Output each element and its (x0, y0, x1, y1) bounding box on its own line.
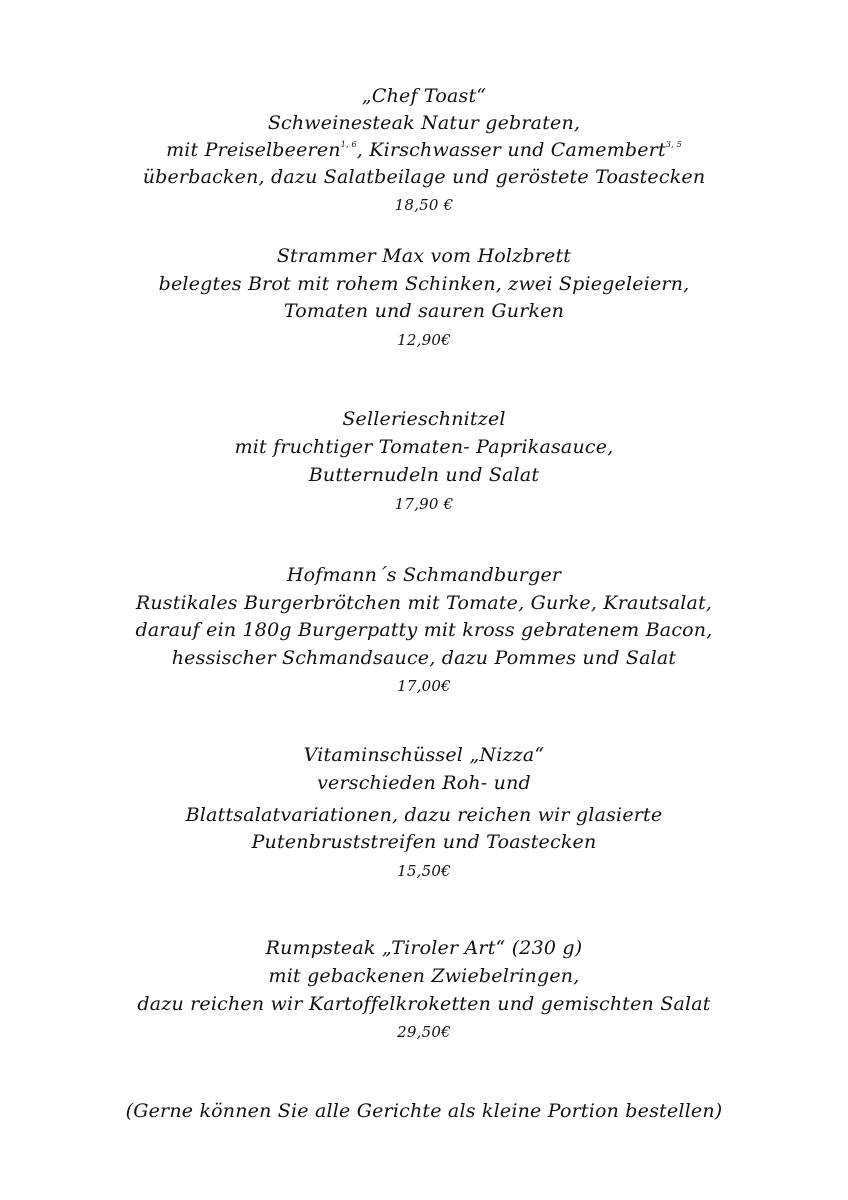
menu-item-title: Vitaminschüssel „Nizza“ (303, 744, 545, 766)
menu-item-title: Hofmann´s Schmandburger (286, 564, 562, 586)
menu-item-description: mit fruchtiger Tomaten- Paprikasauce, (234, 436, 614, 458)
description-text: mit Preiselbeeren (166, 139, 341, 161)
menu-item-description: Rustikales Burgerbrötchen mit Tomate, Gurke, Krautsalat, (135, 592, 713, 614)
menu-item-price: 17,90 € (394, 495, 454, 513)
menu-item-price: 12,90€ (397, 331, 451, 349)
menu-item-description: Blattsalatvariationen, dazu reichen wir glasierte (185, 804, 663, 826)
menu-item-title: Strammer Max vom Holzbrett (276, 245, 572, 267)
menu-item-price: 18,50 € (394, 196, 454, 214)
description-text: , Kirschwasser und Camembert (356, 139, 666, 161)
menu-item-description: belegtes Brot mit rohem Schinken, zwei Spiegeleiern, (158, 273, 690, 295)
menu-item-description: Tomaten und sauren Gurken (283, 300, 565, 322)
menu-item-title: „Chef Toast“ (361, 85, 487, 107)
menu-item-description: mit gebackenen Zwiebelringen, (268, 965, 580, 987)
menu-item-title: Sellerieschnitzel (342, 408, 506, 430)
menu-item-description: darauf ein 180g Burgerpatty mit kross gebratenem Bacon, (135, 619, 713, 641)
menu-item-description: Schweinesteak Natur gebraten, (267, 112, 581, 134)
menu-item-description: überbacken, dazu Salatbeilage und geröstete Toastecken (142, 166, 706, 188)
allergen-footnote: 1, 6 (340, 140, 357, 149)
menu-item-description: Putenbruststreifen und Toastecken (251, 831, 597, 853)
menu-item-price: 29,50€ (397, 1023, 451, 1041)
menu-item-description: Butternudeln und Salat (308, 464, 540, 486)
menu-item-description: dazu reichen wir Kartoffelkroketten und gemischten Salat (137, 993, 711, 1015)
menu-item-description (0, 136, 848, 164)
menu-item-price: 15,50€ (397, 862, 451, 880)
menu-item-price: 17,00€ (397, 677, 451, 695)
allergen-footnote: 3, 5 (665, 140, 682, 149)
footer-note: (Gerne können Sie alle Gerichte als kleine Portion bestellen) (125, 1100, 723, 1122)
menu-item-description: verschieden Roh- und (317, 772, 531, 794)
menu-item-description: hessischer Schmandsauce, dazu Pommes und Salat (171, 647, 677, 669)
menu-item-title: Rumpsteak „Tiroler Art“ (230 g) (265, 937, 583, 959)
